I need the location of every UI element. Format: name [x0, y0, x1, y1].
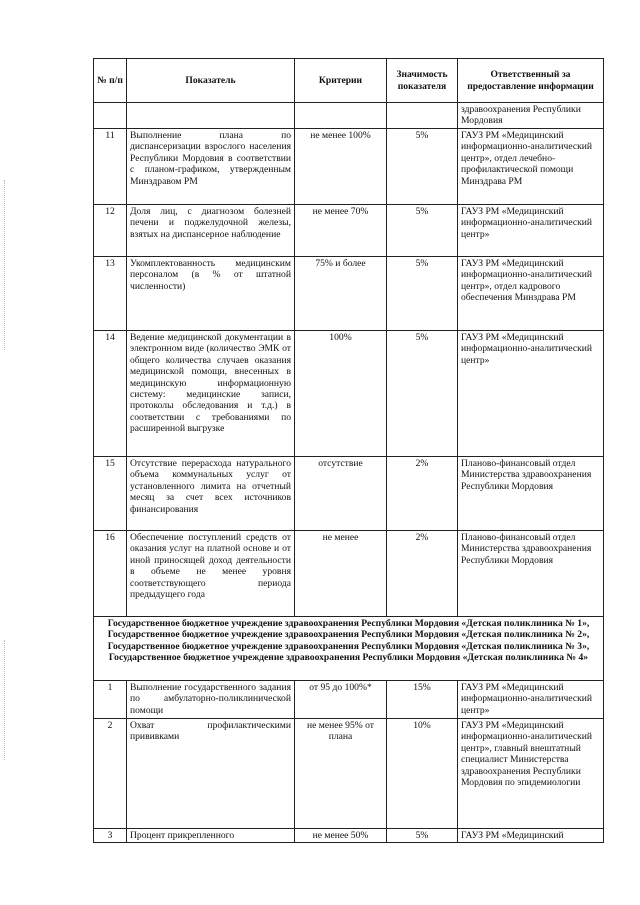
cell-indicator	[127, 103, 295, 129]
scan-edge-mark	[4, 640, 7, 760]
cell-criteria: не менее 95% от плана	[295, 719, 387, 829]
cell-num: 3	[94, 829, 127, 843]
cell-responsible: здравоохранения Республики Мордовия	[458, 103, 604, 129]
header-responsible: Ответственный за предоставление информации	[458, 59, 604, 103]
cell-criteria: не менее 70%	[295, 205, 387, 257]
cell-significance: 5%	[387, 129, 458, 205]
cell-num: 15	[94, 457, 127, 531]
cell-significance: 5%	[387, 331, 458, 457]
cell-indicator: Выполнение государственного задания по амбулаторно-поликлинической помощи	[127, 681, 295, 719]
table-row	[94, 103, 604, 129]
header-num: № п/п	[94, 59, 127, 103]
cell-criteria: от 95 до 100%*	[295, 681, 387, 719]
cell-indicator: Процент прикрепленного	[127, 829, 295, 843]
header-criteria: Критерии	[295, 59, 387, 103]
cell-significance: 10%	[387, 719, 458, 829]
table-row	[94, 457, 604, 531]
cell-significance: 2%	[387, 531, 458, 617]
criteria-table	[93, 58, 604, 843]
cell-criteria	[295, 103, 387, 129]
header-significance: Значимость показателя	[387, 59, 458, 103]
cell-criteria: не менее 100%	[295, 129, 387, 205]
table-row	[94, 719, 604, 829]
section-row	[94, 617, 604, 681]
table-row	[94, 681, 604, 719]
cell-indicator: Доля лиц, с диагнозом болезней печени и поджелудочной железы, взятых на диспансерное наблюдение	[127, 205, 295, 257]
header-indicator: Показатель	[127, 59, 295, 103]
cell-indicator: Отсутствие перерасхода натурального объема коммунальных услуг от установленного лимита на отчетный месяц за счет всех источников финансирования	[127, 457, 295, 531]
cell-num: 12	[94, 205, 127, 257]
cell-responsible: Планово-финансовый отдел Министерства здравоохранения Республики Мордовия	[458, 457, 604, 531]
cell-responsible: ГАУЗ РМ «Медицинский информационно-аналитический центр», отдел лечебно-профилактической помощи Минздрава РМ	[458, 129, 604, 205]
cell-significance: 5%	[387, 205, 458, 257]
table-row	[94, 129, 604, 205]
cell-num: 13	[94, 257, 127, 331]
cell-indicator: Укомплектованность медицинским персоналом (в % от штатной численности)	[127, 257, 295, 331]
cell-significance: 2%	[387, 457, 458, 531]
cell-responsible: ГАУЗ РМ «Медицинский информационно-аналитический центр»	[458, 331, 604, 457]
table-row	[94, 205, 604, 257]
cell-indicator: Ведение медицинской документации в электронном виде (количество ЭМК от общего количества случаев оказания медицинской помощи, внесенных в медицинскую информационную систему: медицинские записи, протоколы обследования и т.д.) в соответствии с требованиями по расширенной выгрузке	[127, 331, 295, 457]
scan-edge-mark	[4, 180, 7, 350]
table-header-row	[94, 59, 604, 103]
cell-indicator: Охват профилактическими прививками	[127, 719, 295, 829]
cell-criteria: отсутствие	[295, 457, 387, 531]
table-row	[94, 257, 604, 331]
cell-criteria: 75% и более	[295, 257, 387, 331]
table-row	[94, 829, 604, 843]
cell-responsible: ГАУЗ РМ «Медицинский информационно-аналитический центр»	[458, 681, 604, 719]
cell-num: 16	[94, 531, 127, 617]
cell-responsible: ГАУЗ РМ «Медицинский информационно-аналитический центр», отдел кадрового обеспечения Минздрава РМ	[458, 257, 604, 331]
cell-significance	[387, 103, 458, 129]
cell-indicator: Обеспечение поступлений средств от оказания услуг на платной основе и от иной приносящей доход деятельности в объеме не менее уровня соответствующего периода предыдущего года	[127, 531, 295, 617]
cell-significance: 15%	[387, 681, 458, 719]
section-title: Государственное бюджетное учреждение здравоохранения Республики Мордовия «Детская поликлиника № 1», Государственное бюджетное учреждение здравоохранения Республики Мордовия «Детская поликлиника № 2», Государственное бюджетное учреждение здравоохранения Республики Мордовия «Детская поликлиника № 3», Государственное бюджетное учреждение здравоохранения Республики Мордовия «Детская поликлиника № 4»	[94, 617, 604, 681]
cell-responsible: ГАУЗ РМ «Медицинский информационно-аналитический центр»	[458, 205, 604, 257]
cell-significance: 5%	[387, 829, 458, 843]
cell-responsible: ГАУЗ РМ «Медицинский	[458, 829, 604, 843]
cell-responsible: ГАУЗ РМ «Медицинский информационно-аналитический центр», главный внештатный специалист Министерства здравоохранения Республики Мордовия по эпидемиологии	[458, 719, 604, 829]
cell-num: 14	[94, 331, 127, 457]
cell-responsible: Планово-финансовый отдел Министерства здравоохранения Республики Мордовия	[458, 531, 604, 617]
cell-criteria: 100%	[295, 331, 387, 457]
table-row	[94, 531, 604, 617]
cell-criteria: не менее 50%	[295, 829, 387, 843]
cell-num: 1	[94, 681, 127, 719]
cell-num: 11	[94, 129, 127, 205]
cell-indicator: Выполнение плана по диспансеризации взрослого населения Республики Мордовия в соответствии с планом-графиком, утвержденным Минздравом РМ	[127, 129, 295, 205]
cell-num: 2	[94, 719, 127, 829]
cell-significance: 5%	[387, 257, 458, 331]
cell-num	[94, 103, 127, 129]
cell-criteria: не менее	[295, 531, 387, 617]
table-row	[94, 331, 604, 457]
